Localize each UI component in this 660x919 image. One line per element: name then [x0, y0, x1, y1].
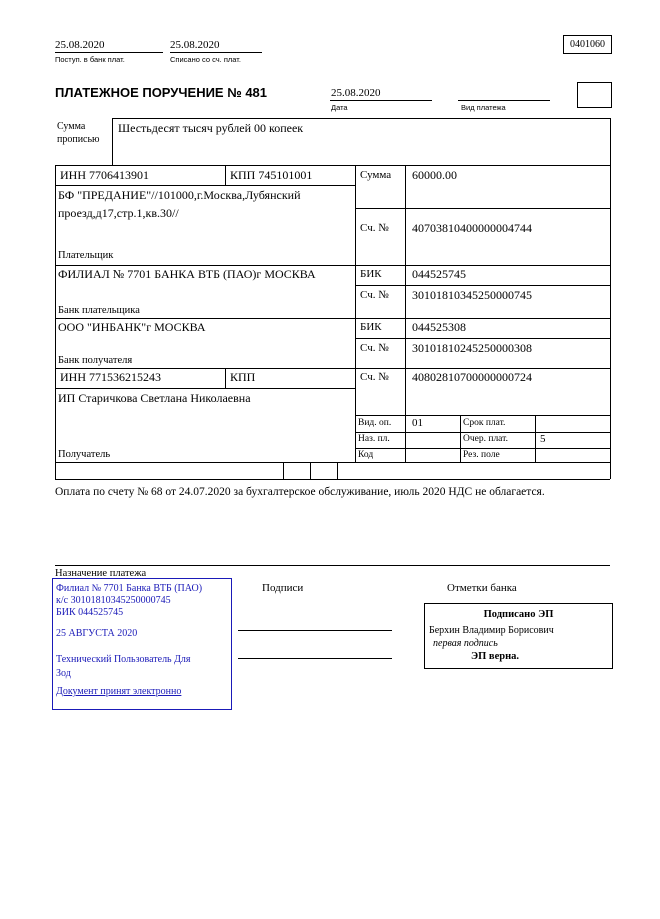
grid-line	[55, 318, 610, 319]
grid-line	[225, 368, 226, 388]
grid-line	[610, 118, 611, 479]
amount-label: Сумма	[360, 169, 392, 181]
grid-line	[355, 208, 610, 209]
date-underline	[330, 100, 432, 101]
stamp-corr-account: к/с 30101810345250000745	[56, 595, 171, 606]
payment-type-box	[577, 82, 612, 108]
document-title: ПЛАТЕЖНОЕ ПОРУЧЕНИЕ № 481	[55, 85, 268, 100]
grid-line	[55, 265, 610, 266]
stamp-bank-name: Филиал № 7701 Банка ВТБ (ПАО)	[56, 583, 203, 594]
grid-line	[112, 118, 113, 165]
payment-type-label: Вид платежа	[461, 103, 506, 112]
grid-line	[355, 448, 610, 449]
signer-name: Берхин Владимир Борисович	[429, 625, 554, 636]
purpose-section-label: Назначение платежа	[55, 568, 147, 579]
stamp-operator-line2: Зод	[56, 668, 71, 679]
received-date: 25.08.2020	[55, 39, 105, 51]
debited-date: 25.08.2020	[170, 39, 220, 51]
stamp-bik: БИК 044525745	[56, 607, 124, 618]
payer-kpp: КПП 745101001	[230, 168, 313, 182]
payee-bank-section-label: Банк получателя	[58, 355, 133, 366]
payee-kpp-label: КПП	[230, 370, 256, 384]
esign-title: Подписано ЭП	[483, 609, 554, 620]
payer-account-label: Сч. №	[360, 222, 389, 234]
op-type-value: 01	[412, 417, 423, 429]
payee-bank-account: 30101810245250000308	[412, 341, 532, 355]
payer-name-line2: проезд,д17,стр.1,кв.30//	[58, 206, 179, 220]
amount-words-label-2: прописью	[57, 134, 100, 145]
grid-line	[405, 165, 406, 462]
payee-inn: ИНН 771536215243	[60, 370, 161, 384]
grid-line	[310, 462, 311, 479]
grid-line	[355, 432, 610, 433]
date-label: Дата	[331, 103, 348, 112]
grid-line	[225, 165, 226, 185]
payment-type-underline	[458, 100, 550, 101]
signatures-label: Подписи	[262, 582, 304, 594]
stamp-date: 25 АВГУСТА 2020	[56, 628, 138, 639]
payee-bank-name: ООО "ИНБАНК"г МОСКВА	[58, 320, 206, 334]
grid-line	[355, 285, 610, 286]
signature-line-1	[238, 630, 392, 631]
payer-bank-section-label: Банк плательщика	[58, 305, 140, 316]
debited-date-label: Списано со сч. плат.	[170, 55, 241, 64]
payee-account: 40802810700000000724	[412, 370, 532, 384]
code-label: Код	[358, 450, 374, 460]
grid-line	[55, 479, 610, 480]
priority-value: 5	[540, 433, 546, 445]
amount-value: 60000.00	[412, 168, 457, 182]
amount-words-label-1: Сумма	[57, 121, 86, 132]
grid-line	[55, 368, 610, 369]
stamp-operator-line1: Технический Пользователь Для	[56, 654, 191, 665]
payee-account-label: Сч. №	[360, 371, 389, 383]
payer-section-label: Плательщик	[58, 250, 114, 261]
op-type-label: Вид. оп.	[358, 418, 392, 428]
grid-line	[355, 415, 610, 416]
grid-line	[55, 165, 610, 166]
payee-section-label: Получатель	[58, 449, 111, 460]
payer-bank-account-label: Сч. №	[360, 289, 389, 301]
payer-name-line1: БФ "ПРЕДАНИЕ"//101000,г.Москва,Лубянский	[58, 188, 301, 202]
signature-role: первая подпись	[433, 638, 498, 649]
payee-bank-bik: 044525308	[412, 320, 466, 334]
esign-verified: ЭП верна.	[471, 651, 520, 662]
payer-bank-bik: 044525745	[412, 267, 466, 281]
reserve-field-label: Рез. поле	[463, 450, 500, 460]
amount-words-value: Шестьдесят тысяч рублей 00 копеек	[118, 121, 304, 135]
grid-line	[55, 462, 610, 463]
received-date-underline	[55, 52, 163, 53]
form-code-box	[563, 35, 612, 54]
grid-line	[55, 165, 56, 479]
grid-line	[55, 388, 355, 389]
grid-line	[112, 118, 610, 119]
payer-bank-bik-label: БИК	[360, 268, 382, 280]
signature-line-2	[238, 658, 392, 659]
priority-label: Очер. плат.	[463, 434, 508, 444]
esign-stamp-box	[424, 603, 613, 669]
grid-line	[55, 185, 355, 186]
payer-bank-name: ФИЛИАЛ № 7701 БАНКА ВТБ (ПАО)г МОСКВА	[58, 267, 316, 281]
purpose-underline	[55, 565, 610, 566]
grid-line	[355, 165, 356, 462]
payer-inn: ИНН 7706413901	[60, 168, 149, 182]
grid-line	[460, 415, 461, 462]
payee-bank-bik-label: БИК	[360, 321, 382, 333]
stamp-accepted-note: Документ принят электронно	[56, 686, 182, 697]
purpose-code-label: Наз. пл.	[358, 434, 390, 444]
due-date-label: Срок плат.	[463, 418, 506, 428]
document-date: 25.08.2020	[331, 87, 381, 99]
purpose-text: Оплата по счету № 68 от 24.07.2020 за бухгалтерское обслуживание, июль 2020 НДС не облагается.	[55, 486, 545, 498]
payer-bank-account: 30101810345250000745	[412, 288, 532, 302]
payee-name: ИП Старичкова Светлана Николаевна	[58, 391, 251, 405]
form-code: 0401060	[570, 39, 605, 50]
grid-line	[337, 462, 338, 479]
received-date-label: Поступ. в банк плат.	[55, 55, 125, 64]
payee-bank-account-label: Сч. №	[360, 342, 389, 354]
grid-line	[535, 415, 536, 462]
debited-date-underline	[170, 52, 262, 53]
bank-marks-label: Отметки банка	[447, 582, 517, 594]
payer-account: 40703810400000004744	[412, 221, 532, 235]
grid-line	[283, 462, 284, 479]
grid-line	[355, 338, 610, 339]
